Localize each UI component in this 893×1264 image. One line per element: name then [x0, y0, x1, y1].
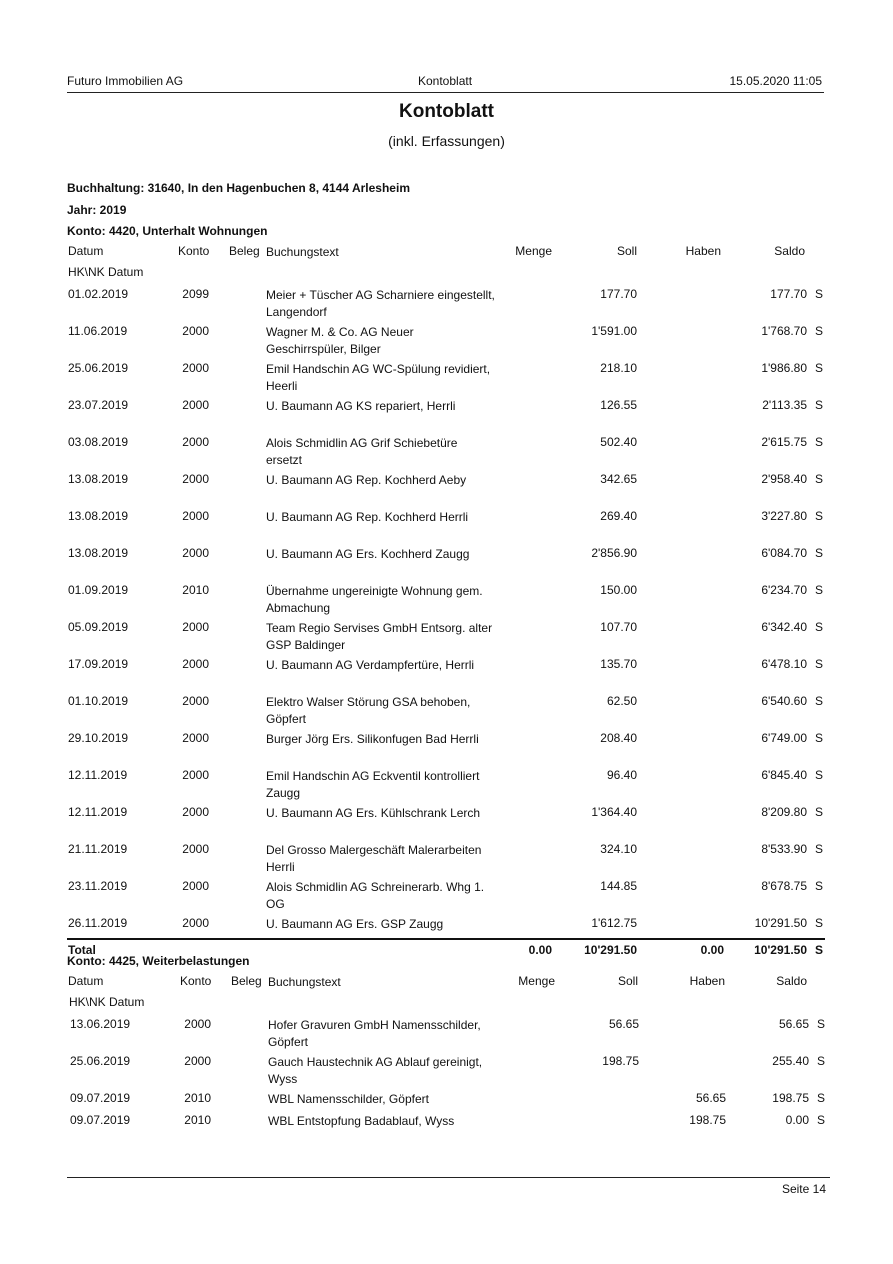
table-row — [67, 879, 825, 916]
document-title: Kontoblatt — [399, 101, 494, 122]
row-buchungstext: WBL Entstopfung Badablauf, Wyss — [268, 1114, 455, 1128]
row-datum: 23.11.2019 — [68, 879, 128, 893]
row-buchungstext: U. Baumann AG Rep. Kochherd Herrli — [266, 510, 469, 524]
page-footer — [67, 1177, 830, 1196]
row-soll: 56.65 — [608, 1017, 639, 1031]
row-soll: 1'364.40 — [591, 805, 637, 819]
row-saldo-flag: S — [817, 1054, 826, 1068]
row-saldo: 6'084.70 — [761, 546, 807, 560]
row-soll: 96.40 — [606, 768, 637, 782]
row-datum: 13.08.2019 — [68, 509, 129, 523]
row-buchungstext: Elektro Walser Störung GSA behoben, Göpfert — [266, 695, 471, 726]
account-title: Konto: 4425, Weiterbelastungen — [67, 954, 250, 968]
page-header — [67, 72, 824, 93]
row-saldo-flag: S — [817, 1113, 826, 1127]
row-konto: 2000 — [182, 805, 209, 819]
row-buchungstext: Wagner M. & Co. AG Neuer Geschirrspüler, Bilger — [266, 325, 414, 356]
row-soll: 502.40 — [600, 435, 637, 449]
table-row — [67, 1054, 825, 1091]
row-saldo: 8'533.90 — [761, 842, 807, 856]
print-datetime: 15.05.2020 11:05 — [729, 74, 822, 88]
buchhaltung-info: Buchhaltung: 31640, In den Hagenbuchen 8, 4144 Arlesheim — [67, 181, 410, 195]
row-saldo-flag: S — [815, 731, 824, 745]
total-saldo-flag: S — [815, 943, 824, 957]
row-soll: 198.75 — [602, 1054, 639, 1068]
total-saldo: 10'291.50 — [754, 943, 807, 957]
row-buchungstext: Burger Jörg Ers. Silikonfugen Bad Herrli — [266, 732, 479, 746]
row-datum: 03.08.2019 — [68, 435, 129, 449]
row-datum: 01.02.2019 — [68, 287, 129, 301]
row-soll: 107.70 — [600, 620, 637, 634]
row-saldo-flag: S — [815, 546, 824, 560]
row-konto: 2010 — [184, 1113, 211, 1127]
col-konto: Konto — [178, 244, 210, 258]
col-datum: Datum — [68, 244, 104, 258]
row-soll: 269.40 — [600, 509, 637, 523]
row-buchungstext: U. Baumann AG Ers. Kühlschrank Lerch — [266, 806, 481, 820]
row-saldo-flag: S — [815, 879, 824, 893]
table-row — [67, 398, 825, 435]
row-konto: 2000 — [182, 398, 209, 412]
row-saldo: 2'113.35 — [762, 398, 807, 412]
row-buchungstext: Alois Schmidlin AG Grif Schiebetüre ersetzt — [266, 436, 458, 467]
row-saldo: 6'234.70 — [761, 583, 807, 597]
row-soll: 208.40 — [600, 731, 637, 745]
total-menge: 0.00 — [528, 943, 552, 957]
row-konto: 2010 — [182, 583, 209, 597]
row-saldo: 6'540.60 — [761, 694, 807, 708]
row-datum: 17.09.2019 — [68, 657, 129, 671]
row-saldo: 3'227.80 — [761, 509, 807, 523]
table-row — [67, 1091, 825, 1113]
row-buchungstext: U. Baumann AG Ers. Kochherd Zaugg — [266, 547, 470, 561]
row-saldo: 8'209.80 — [761, 805, 807, 819]
row-datum: 25.06.2019 — [68, 361, 129, 375]
row-soll: 1'612.75 — [591, 916, 637, 930]
row-saldo: 6'845.40 — [761, 768, 807, 782]
row-datum: 13.06.2019 — [70, 1017, 131, 1031]
row-saldo-flag: S — [815, 361, 824, 375]
row-saldo-flag: S — [815, 805, 824, 819]
account-section-4420 — [67, 224, 825, 960]
row-buchungstext: Emil Handschin AG WC-Spülung revidiert, Heerli — [266, 362, 491, 393]
row-saldo: 255.40 — [772, 1054, 809, 1068]
table-row — [67, 620, 825, 657]
row-saldo-flag: S — [817, 1017, 826, 1031]
table-row — [67, 1113, 825, 1135]
row-soll: 126.55 — [600, 398, 637, 412]
row-buchungstext: Del Grosso Malergeschäft Malerarbeiten Herrli — [266, 843, 482, 874]
row-datum: 11.06.2019 — [68, 324, 128, 338]
row-saldo-flag: S — [815, 768, 824, 782]
total-soll: 10'291.50 — [584, 943, 637, 957]
table-row — [67, 509, 825, 546]
row-saldo-flag: S — [815, 472, 824, 486]
col-haben: Haben — [689, 974, 725, 988]
row-datum: 13.08.2019 — [68, 546, 129, 560]
row-haben: 198.75 — [689, 1113, 726, 1127]
row-buchungstext: U. Baumann AG KS repariert, Herrli — [266, 399, 456, 413]
col-soll: Soll — [616, 244, 637, 258]
row-konto: 2000 — [182, 842, 209, 856]
row-konto: 2000 — [182, 879, 209, 893]
row-saldo: 177.70 — [770, 287, 807, 301]
col-datum: Datum — [68, 974, 104, 988]
row-konto: 2000 — [182, 694, 209, 708]
row-saldo: 1'986.80 — [761, 361, 807, 375]
row-saldo-flag: S — [815, 620, 824, 634]
row-datum: 05.09.2019 — [68, 620, 129, 634]
col-saldo: Saldo — [774, 244, 805, 258]
total-haben: 0.00 — [700, 943, 724, 957]
row-soll: 2'856.90 — [591, 546, 637, 560]
row-konto: 2000 — [182, 657, 209, 671]
row-buchungstext: WBL Namensschilder, Göpfert — [268, 1092, 429, 1106]
row-saldo: 56.65 — [778, 1017, 809, 1031]
row-konto: 2000 — [182, 361, 209, 375]
row-saldo: 6'342.40 — [761, 620, 807, 634]
row-soll: 218.10 — [600, 361, 637, 375]
row-soll: 150.00 — [600, 583, 637, 597]
row-soll: 177.70 — [600, 287, 637, 301]
table-row — [67, 657, 825, 694]
row-buchungstext: U. Baumann AG Ers. GSP Zaugg — [266, 917, 444, 931]
row-saldo: 6'478.10 — [761, 657, 807, 671]
row-buchungstext: Emil Handschin AG Eckventil kontrolliert Zaugg — [266, 769, 480, 800]
row-saldo-flag: S — [815, 583, 824, 597]
row-konto: 2000 — [184, 1054, 211, 1068]
table-row — [67, 1017, 825, 1054]
row-saldo-flag: S — [815, 694, 824, 708]
table-row — [67, 805, 825, 842]
row-konto: 2000 — [182, 546, 209, 560]
row-konto: 2000 — [182, 472, 209, 486]
col-hk-nk-datum: HK\NK Datum — [68, 265, 144, 279]
row-saldo-flag: S — [815, 435, 824, 449]
col-menge: Menge — [518, 974, 555, 988]
column-subheader-row — [67, 995, 825, 1017]
row-saldo-flag: S — [815, 509, 824, 523]
row-datum: 13.08.2019 — [68, 472, 129, 486]
column-subheader-row — [67, 265, 825, 287]
row-haben: 56.65 — [695, 1091, 726, 1105]
row-saldo-flag: S — [815, 657, 824, 671]
row-saldo-flag: S — [815, 916, 824, 930]
table-row — [67, 842, 825, 879]
row-konto: 2000 — [182, 509, 209, 523]
col-buchungstext: Buchungstext — [268, 975, 341, 989]
table-row — [67, 916, 825, 938]
row-saldo-flag: S — [815, 287, 824, 301]
row-saldo-flag: S — [815, 398, 824, 412]
company-name: Futuro Immobilien AG — [67, 74, 184, 88]
row-datum: 09.07.2019 — [70, 1091, 131, 1105]
table-row — [67, 731, 825, 768]
row-saldo: 1'768.70 — [761, 324, 807, 338]
row-soll: 1'591.00 — [591, 324, 637, 338]
row-datum: 09.07.2019 — [70, 1113, 131, 1127]
row-datum: 26.11.2019 — [68, 916, 128, 930]
column-header-row — [67, 244, 825, 265]
row-datum: 01.09.2019 — [68, 583, 129, 597]
year-info: Jahr: 2019 — [67, 203, 127, 217]
col-konto: Konto — [180, 974, 212, 988]
row-soll: 324.10 — [600, 842, 637, 856]
document-subtitle: (inkl. Erfassungen) — [388, 133, 505, 149]
col-beleg: Beleg — [231, 974, 262, 988]
row-saldo: 2'615.75 — [761, 435, 807, 449]
row-datum: 12.11.2019 — [68, 768, 128, 782]
row-konto: 2000 — [184, 1017, 211, 1031]
row-konto: 2099 — [182, 287, 209, 301]
col-beleg: Beleg — [229, 244, 260, 258]
header-report-name: Kontoblatt — [418, 74, 473, 88]
table-row — [67, 324, 825, 361]
row-saldo: 6'749.00 — [761, 731, 807, 745]
account-section-4425 — [67, 954, 825, 1135]
row-datum: 01.10.2019 — [68, 694, 129, 708]
table-row — [67, 768, 825, 805]
row-saldo: 2'958.40 — [761, 472, 807, 486]
row-buchungstext: Übernahme ungereinigte Wohnung gem. Abmachung — [266, 584, 483, 615]
row-buchungstext: Meier + Tüscher AG Scharniere eingestellt, Langendorf — [266, 288, 495, 319]
row-konto: 2000 — [182, 435, 209, 449]
table-row — [67, 583, 825, 620]
row-saldo: 0.00 — [785, 1113, 809, 1127]
page-number: Seite 14 — [781, 1182, 826, 1196]
table-row — [67, 546, 825, 583]
row-saldo-flag: S — [815, 324, 824, 338]
row-datum: 29.10.2019 — [68, 731, 129, 745]
col-hk-nk-datum: HK\NK Datum — [69, 995, 145, 1009]
row-buchungstext: U. Baumann AG Verdampfertüre, Herrli — [266, 658, 475, 672]
row-buchungstext: Alois Schmidlin AG Schreinerarb. Whg 1. OG — [266, 880, 485, 911]
row-saldo: 10'291.50 — [754, 916, 807, 930]
row-buchungstext: Hofer Gravuren GmbH Namensschilder, Göpfert — [268, 1018, 481, 1049]
row-saldo: 8'678.75 — [761, 879, 807, 893]
row-soll: 135.70 — [600, 657, 637, 671]
table-row — [67, 287, 825, 324]
col-menge: Menge — [515, 244, 552, 258]
table-row — [67, 435, 825, 472]
row-buchungstext: Gauch Haustechnik AG Ablauf gereinigt, Wyss — [268, 1055, 483, 1086]
row-konto: 2000 — [182, 768, 209, 782]
col-buchungstext: Buchungstext — [266, 245, 339, 259]
row-soll: 62.50 — [606, 694, 637, 708]
table-row — [67, 694, 825, 731]
col-haben: Haben — [685, 244, 721, 258]
table-row — [67, 472, 825, 509]
table-row — [67, 361, 825, 398]
row-konto: 2000 — [182, 916, 209, 930]
col-soll: Soll — [617, 974, 638, 988]
row-datum: 23.07.2019 — [68, 398, 129, 412]
column-header-row — [67, 974, 825, 995]
row-datum: 21.11.2019 — [68, 842, 128, 856]
total-label: Total — [68, 943, 96, 957]
row-buchungstext: Team Regio Servises GmbH Entsorg. alter GSP Baldinger — [266, 621, 493, 652]
row-buchungstext: U. Baumann AG Rep. Kochherd Aeby — [266, 473, 467, 487]
row-datum: 25.06.2019 — [70, 1054, 131, 1068]
row-soll: 144.85 — [600, 879, 637, 893]
account-title: Konto: 4420, Unterhalt Wohnungen — [67, 224, 268, 238]
col-saldo: Saldo — [776, 974, 807, 988]
row-datum: 12.11.2019 — [68, 805, 128, 819]
row-konto: 2000 — [182, 731, 209, 745]
row-saldo: 198.75 — [772, 1091, 809, 1105]
row-saldo-flag: S — [817, 1091, 826, 1105]
row-konto: 2000 — [182, 324, 209, 338]
row-konto: 2010 — [184, 1091, 211, 1105]
row-saldo-flag: S — [815, 842, 824, 856]
row-konto: 2000 — [182, 620, 209, 634]
row-soll: 342.65 — [600, 472, 637, 486]
